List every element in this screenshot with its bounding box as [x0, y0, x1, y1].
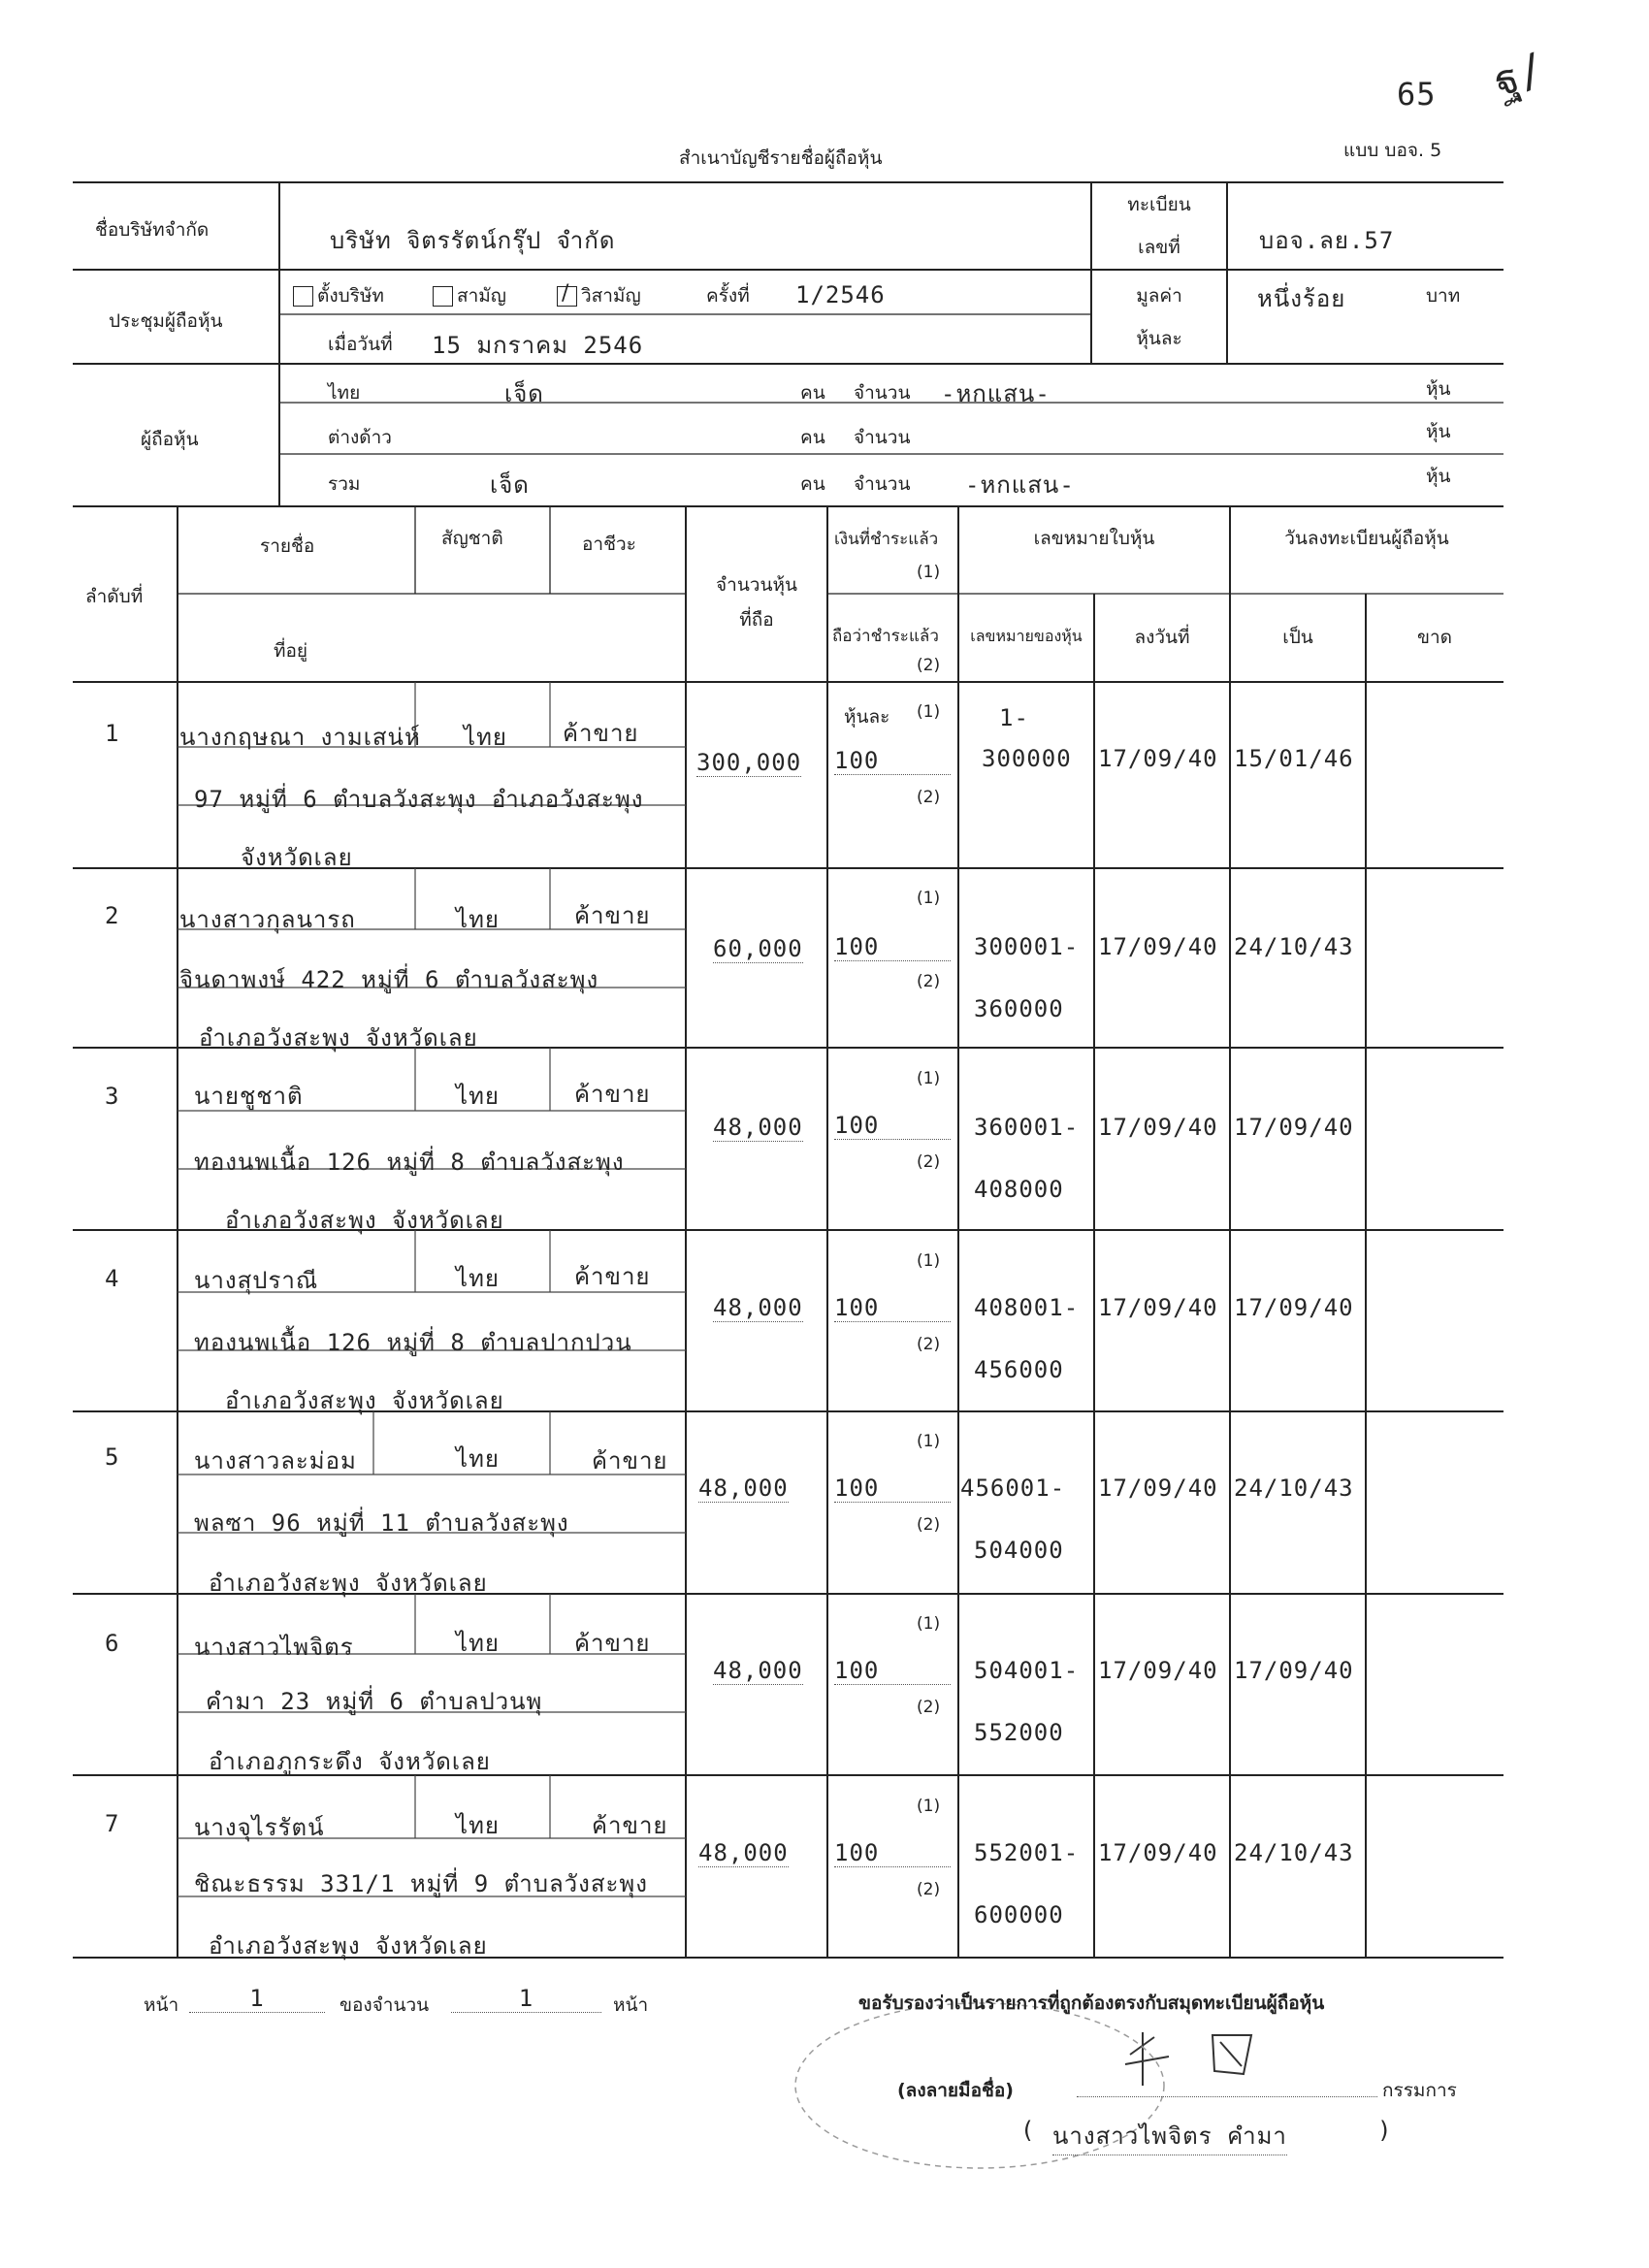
- row-6-occupation: ค้าขาย: [574, 1630, 651, 1657]
- row-7-paid: 100: [834, 1839, 951, 1867]
- value-label-2: หุ้นละ: [1136, 328, 1182, 349]
- row-2-name: นางสาวกุลนารถ: [179, 906, 356, 933]
- row-3-cert-1: 360001-: [974, 1114, 1080, 1141]
- row-2-shares: 60,000: [713, 935, 803, 962]
- row-2-cert-2: 360000: [974, 995, 1064, 1022]
- company-label: ชื่อบริษัทจำกัด: [95, 219, 210, 241]
- meeting-opt-ordinary: สามัญ: [433, 281, 506, 310]
- row-6-address-2: อำเภอภูกระดึง จังหวัดเลย: [209, 1748, 491, 1775]
- row-3-nationality: ไทย: [456, 1083, 500, 1110]
- row-2-occupation: ค้าขาย: [574, 902, 651, 929]
- row-5-deemed-n: (2): [917, 1515, 941, 1535]
- row-3-paid-n: (1): [917, 1069, 941, 1088]
- header-deemed-n: (2): [917, 656, 941, 675]
- row-1-cert-1: 1-: [999, 704, 1029, 731]
- row-4-shares: 48,000: [713, 1294, 803, 1321]
- row-4-occupation: ค้าขาย: [574, 1263, 651, 1290]
- row-6-name: นางสาวไพจิตร: [194, 1634, 354, 1661]
- row-7-name: นางจุไรรัตน์: [194, 1814, 325, 1841]
- row-3-deemed-n: (2): [917, 1152, 941, 1172]
- header-name: รายชื่อ: [260, 535, 315, 557]
- par-unit: บาท: [1426, 285, 1461, 307]
- share-unit: หุ้น: [1426, 378, 1451, 400]
- header-occupation: อาชีวะ: [582, 534, 636, 555]
- row-4-paid: 100: [834, 1294, 951, 1322]
- row-5-nationality: ไทย: [456, 1445, 500, 1473]
- footer-page-suffix: หน้า: [613, 1994, 649, 2016]
- checkbox-extraordinary: [557, 286, 577, 307]
- row-5-address-2: อำเภอวังสะพุง จังหวัดเลย: [209, 1570, 488, 1597]
- person-unit: คน: [800, 473, 825, 495]
- row-1-paid-n: (1): [917, 702, 941, 722]
- row-4-seq: 4: [105, 1265, 120, 1292]
- row-1-address-2: จังหวัดเลย: [241, 844, 353, 871]
- header-paid-n: (1): [917, 563, 941, 582]
- summary-thai-persons: เจ็ด: [504, 380, 544, 407]
- share-unit: หุ้น: [1426, 466, 1451, 487]
- row-7-address-2: อำเภอวังสะพุง จังหวัดเลย: [209, 1932, 488, 1960]
- row-1-name: นางกฤษณา งามเสน่ห์: [179, 724, 421, 751]
- footer-total: 1: [451, 1985, 601, 2013]
- row-6-nationality: ไทย: [456, 1630, 500, 1657]
- header-shares-1: จำนวนหุ้น: [716, 574, 797, 596]
- summary-total-persons: เจ็ด: [490, 471, 530, 499]
- row-5-seq: 5: [105, 1443, 120, 1471]
- row-1-nationality: ไทย: [464, 724, 507, 751]
- row-5-cert-date: 17/09/40: [1098, 1474, 1218, 1502]
- amount-label: จำนวน: [854, 473, 911, 495]
- row-4-cert-date: 17/09/40: [1098, 1294, 1218, 1321]
- row-7-seq: 7: [105, 1810, 120, 1837]
- row-6-cert-2: 552000: [974, 1719, 1064, 1746]
- certify-statement: ขอรับรองว่าเป็นรายการที่ถูกต้องตรงกับสมุดทะเบียนผู้ถือหุ้น: [858, 1993, 1325, 2014]
- reg-label-2: เลขที่: [1138, 237, 1180, 258]
- sign-label: (ลงลายมือชื่อ): [897, 2080, 1014, 2101]
- row-2-deemed-n: (2): [917, 972, 941, 991]
- row-3-became: 17/09/40: [1234, 1114, 1354, 1141]
- signer-name: นางสาวไพจิตร คำมา: [1052, 2117, 1287, 2155]
- row-6-shares: 48,000: [713, 1657, 803, 1684]
- row-2-paid: 100: [834, 933, 951, 961]
- footer-page: 1: [189, 1985, 325, 2013]
- header-cert: เลขหมายใบหุ้น: [1033, 528, 1155, 549]
- amount-label: จำนวน: [854, 427, 911, 448]
- row-5-paid: 100: [834, 1474, 951, 1503]
- meeting-label: ประชุมผู้ถือหุ้น: [109, 310, 223, 332]
- row-5-shares: 48,000: [698, 1474, 789, 1502]
- row-2-nationality: ไทย: [456, 906, 500, 933]
- row-1-cert-2: 300000: [982, 745, 1072, 772]
- summary-total-label: รวม: [328, 473, 361, 495]
- summary-thai-shares: -หกแสน-: [941, 380, 1051, 407]
- form-code: แบบ บอจ. 5: [1343, 140, 1442, 161]
- row-1-paid: 100: [834, 747, 951, 775]
- row-6-paid: 100: [834, 1657, 951, 1685]
- row-7-shares: 48,000: [698, 1839, 789, 1866]
- header-seq: ลำดับที่: [85, 586, 144, 607]
- row-3-seq: 3: [105, 1083, 120, 1110]
- row-7-cert-2: 600000: [974, 1901, 1064, 1928]
- header-ceased: ขาด: [1417, 627, 1452, 648]
- person-unit: คน: [800, 427, 825, 448]
- page-number: 65: [1397, 76, 1437, 113]
- row-4-address-2: อำเภอวังสะพุง จังหวัดเลย: [225, 1387, 504, 1414]
- row-3-cert-date: 17/09/40: [1098, 1114, 1218, 1141]
- row-4-name: นางสุปราณี: [194, 1267, 319, 1294]
- date-label: เมื่อวันที่: [328, 334, 393, 355]
- header-became: เป็น: [1282, 627, 1313, 648]
- row-2-paid-n: (1): [917, 889, 941, 908]
- row-6-deemed-n: (2): [917, 1698, 941, 1717]
- row-4-paid-n: (1): [917, 1251, 941, 1271]
- row-7-cert-1: 552001-: [974, 1839, 1080, 1866]
- row-2-address-1: จินดาพงษ์ 422 หมู่ที่ 6 ตำบลวังสะพุง: [179, 966, 599, 993]
- footer-page-label: หน้า: [144, 1994, 179, 2016]
- row-7-became: 24/10/43: [1234, 1839, 1354, 1866]
- row-1-cert-date: 17/09/40: [1098, 745, 1218, 772]
- row-5-paid-n: (1): [917, 1432, 941, 1451]
- row-3-paid: 100: [834, 1112, 951, 1140]
- row-3-occupation: ค้าขาย: [574, 1081, 651, 1108]
- amount-label: จำนวน: [854, 382, 911, 404]
- row-1-became: 15/01/46: [1234, 745, 1354, 772]
- row-6-became: 17/09/40: [1234, 1657, 1354, 1684]
- meeting-date: 15 มกราคม 2546: [432, 332, 644, 359]
- row-4-deemed-n: (2): [917, 1335, 941, 1354]
- row-3-address-1: ทองนพเนื้อ 126 หมู่ที่ 8 ตำบลวังสะพุง: [194, 1149, 625, 1176]
- signature-line: [1077, 2095, 1377, 2097]
- meeting-opt-founding: ตั้งบริษัท: [293, 281, 384, 310]
- signature-mark: [1125, 2032, 1251, 2086]
- row-6-address-1: คำมา 23 หมู่ที่ 6 ตำบลปวนพุ: [206, 1688, 543, 1715]
- header-cert-date: ลงวันที่: [1134, 627, 1190, 648]
- row-5-became: 24/10/43: [1234, 1474, 1354, 1502]
- row-4-cert-2: 456000: [974, 1356, 1064, 1383]
- signer-role: กรรมการ: [1382, 2080, 1457, 2101]
- row-4-address-1: ทองนพเนื้อ 126 หมู่ที่ 8 ตำบลปากปวน: [194, 1329, 632, 1356]
- round-value: 1/2546: [795, 281, 886, 308]
- signer-close: ): [1377, 2117, 1393, 2144]
- row-4-nationality: ไทย: [456, 1265, 500, 1292]
- share-unit: หุ้น: [1426, 421, 1451, 442]
- row-7-deemed-n: (2): [917, 1880, 941, 1899]
- checkbox-founding: [293, 286, 313, 307]
- row-3-name: นายชูชาติ: [194, 1083, 304, 1110]
- value-label-1: มูลค่า: [1136, 285, 1182, 307]
- row-6-paid-n: (1): [917, 1614, 941, 1634]
- holders-label: ผู้ถือหุ้น: [141, 429, 199, 450]
- row-5-address-1: พลซา 96 หมู่ที่ 11 ตำบลวังสะพุง: [194, 1509, 569, 1537]
- par-value: หนึ่งร้อย: [1257, 285, 1346, 312]
- corner-mark: ฐ/: [1487, 43, 1553, 108]
- header-nationality: สัญชาติ: [441, 528, 503, 549]
- row-1-address-1: 97 หมู่ที่ 6 ตำบลวังสะพุง อำเภอวังสะพุง: [194, 786, 644, 813]
- row-4-cert-1: 408001-: [974, 1294, 1080, 1321]
- header-shares-2: ที่ถือ: [739, 609, 774, 631]
- row-4-became: 17/09/40: [1234, 1294, 1354, 1321]
- summary-foreign-label: ต่างด้าว: [328, 427, 392, 448]
- row-7-nationality: ไทย: [456, 1812, 500, 1839]
- header-paid: เงินที่ชำระแล้ว: [834, 530, 939, 549]
- signer-open: (: [1020, 2117, 1036, 2144]
- round-label: ครั้งที่: [706, 285, 750, 307]
- row-2-became: 24/10/43: [1234, 933, 1354, 960]
- company-name: บริษัท จิตรรัตน์กรุ๊ป จำกัด: [330, 227, 616, 254]
- row-7-address-1: ชิณะธรรม 331/1 หมู่ที่ 9 ตำบลวังสะพุง: [194, 1870, 648, 1897]
- checkbox-ordinary: [433, 286, 453, 307]
- footer-of-label: ของจำนวน: [340, 1994, 430, 2016]
- row-1-deemed-n: (2): [917, 788, 941, 807]
- reg-number: บอจ.ลย.57: [1259, 227, 1395, 254]
- row-5-cert-2: 504000: [974, 1537, 1064, 1564]
- row-5-cert-1: 456001-: [960, 1474, 1066, 1502]
- header-deemed: ถือว่าชำระแล้ว: [832, 627, 939, 646]
- row-2-address-2: อำเภอวังสะพุง จังหวัดเลย: [199, 1024, 478, 1052]
- row-1-seq: 1: [105, 720, 120, 747]
- reg-label-1: ทะเบียน: [1127, 194, 1191, 215]
- form-title: สำเนาบัญชีรายชื่อผู้ถือหุ้น: [679, 147, 883, 169]
- meeting-opt-extraordinary: / วิสามัญ: [557, 281, 641, 310]
- row-6-seq: 6: [105, 1630, 120, 1657]
- row-3-cert-2: 408000: [974, 1176, 1064, 1203]
- summary-total-shares: -หกแสน-: [965, 471, 1075, 499]
- row-2-seq: 2: [105, 902, 120, 929]
- row-6-cert-date: 17/09/40: [1098, 1657, 1218, 1684]
- row-5-name: นางสาวละม่อม: [194, 1447, 357, 1474]
- person-unit: คน: [800, 382, 825, 404]
- row-6-cert-1: 504001-: [974, 1657, 1080, 1684]
- row-7-paid-n: (1): [917, 1797, 941, 1816]
- row-3-shares: 48,000: [713, 1114, 803, 1141]
- header-address: ที่อยู่: [274, 640, 308, 662]
- row-2-cert-date: 17/09/40: [1098, 933, 1218, 960]
- header-reg-date: วันลงทะเบียนผู้ถือหุ้น: [1284, 528, 1449, 549]
- summary-thai-label: ไทย: [328, 382, 361, 404]
- row-5-occupation: ค้าขาย: [592, 1447, 668, 1474]
- row-2-cert-1: 300001-: [974, 933, 1080, 960]
- row-1-shares: 300,000: [696, 749, 802, 776]
- row-1-paid-prefix: หุ้นละ: [844, 706, 890, 728]
- row-7-cert-date: 17/09/40: [1098, 1839, 1218, 1866]
- header-cert-no: เลขหมายของหุ้น: [970, 627, 1083, 645]
- row-1-occupation: ค้าขาย: [563, 720, 639, 747]
- row-7-occupation: ค้าขาย: [592, 1812, 668, 1839]
- row-3-address-2: อำเภอวังสะพุง จังหวัดเลย: [225, 1207, 504, 1234]
